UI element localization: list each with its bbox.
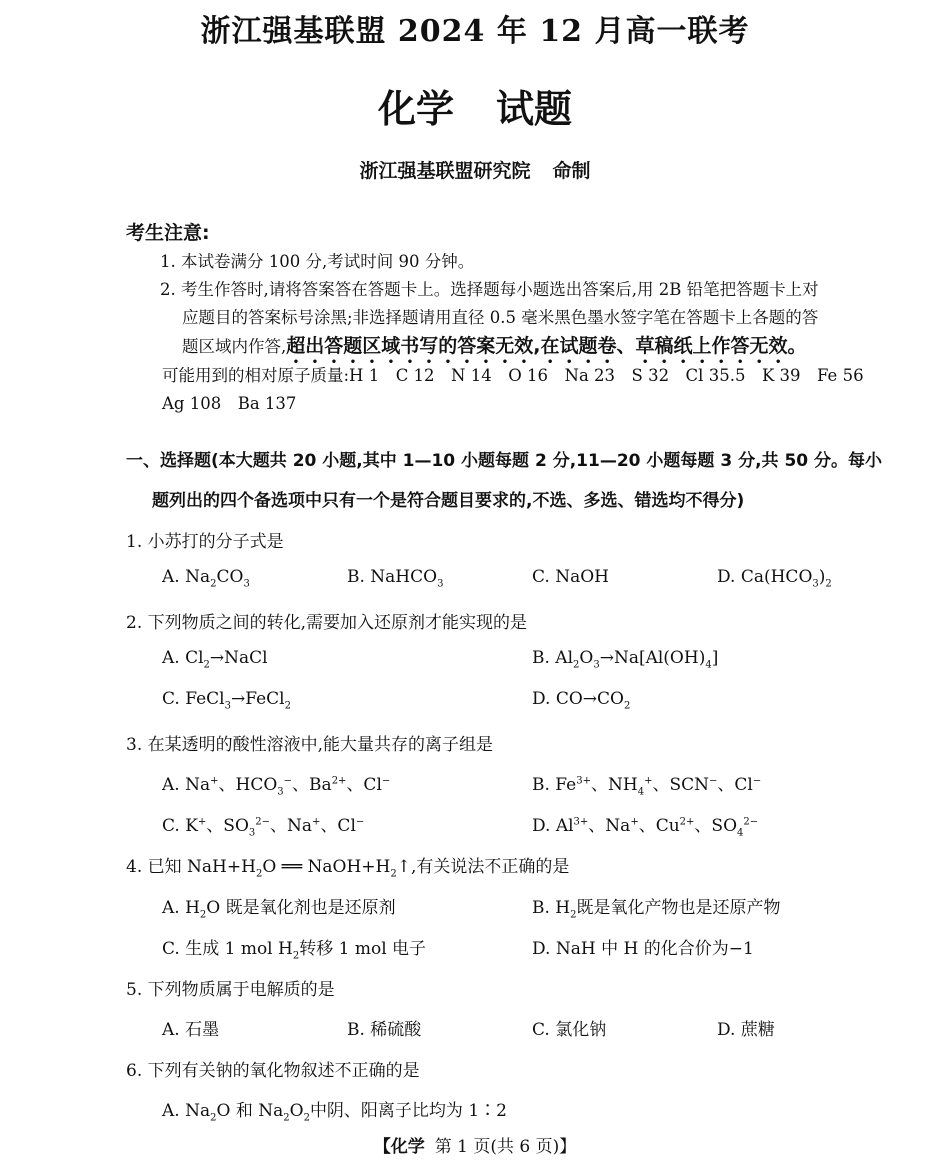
question-2-option-c: C. FeCl$_3$→FeCl$_2$ <box>162 689 291 712</box>
footer-page: 第 1 页(共 6 页)】 <box>434 1137 577 1157</box>
atomic-mass-line-2: Ag 108 Ba 137 <box>162 394 297 413</box>
question-1-option-b: B. NaHCO$_3$ <box>347 567 444 590</box>
question-3-option-b: B. $Fe^{3+}$、$NH_4^+$、SCN−、Cl− <box>532 775 762 798</box>
notice-heading: 考生注意: <box>126 222 210 244</box>
question-3-option-c: C. K+、$SO_3^{2-}$、Na+、Cl− <box>162 816 365 839</box>
notice-item-2-line-1: 2. 考生作答时,请将答案答在答题卡上。选择题每小题选出答案后,用 2B 铅笔把答题卡上对 <box>160 280 819 299</box>
question-5-option-b: B. 稀硫酸 <box>347 1020 422 1040</box>
maker-org: 浙江强基联盟研究院 <box>359 160 531 182</box>
question-4-option-b: B. $H_2$既是氧化产物也是还原产物 <box>532 898 781 921</box>
question-4-option-d: D. NaH 中 H 的化合价为−1 <box>532 939 754 959</box>
maker-suffix: 命制 <box>552 160 591 182</box>
question-1-option-c: C. NaOH <box>532 567 609 587</box>
question-3-stem: 3. 在某透明的酸性溶液中,能大量共存的离子组是 <box>126 735 494 755</box>
notice-item-2-prefix: 题区域内作答, <box>182 337 287 356</box>
notice-emphasis: 超出答题区域书写的答案无效,在试题卷、草稿纸上作答无效。 <box>286 335 807 357</box>
notice-item-2-line-2: 应题目的答案标号涂黑;非选择题请用直径 0.5 毫米黑色墨水签字笔在答题卡上各题的答 <box>182 308 819 327</box>
question-6-option-a: A. $Na_2O$ 和 $Na_2O_2$中阴、阳离子比均为 1∶2 <box>162 1101 507 1124</box>
footer-subject: 【化学 <box>373 1137 425 1157</box>
section-heading-line-1: 一、选择题(本大题共 20 小题,其中 1—10 小题每题 2 分,11—20 小题每题 3 分,共 50 分。每小 <box>126 451 883 471</box>
question-5-option-c: C. 氯化钠 <box>532 1020 607 1040</box>
question-2-stem: 2. 下列物质之间的转化,需要加入还原剂才能实现的是 <box>126 613 528 633</box>
question-3-option-d: D. $Al^{3+}$、Na+、$Cu^{2+}$、$SO_4^{2-}$ <box>532 816 759 839</box>
atomic-mass-line-1: 可能用到的相对原子质量:H 1 C 12 N 14 O 16 Na 23 S 32 Cl 35.5 K 39 Fe 56 <box>162 366 864 385</box>
page-footer <box>0 1132 950 1157</box>
question-2-option-a: A. $Cl_2\to NaCl$ <box>162 648 268 671</box>
exam-title: 浙江强基联盟 2024 年 12 月高一联考 <box>200 14 750 49</box>
notice-item-1: 1. 本试卷满分 100 分,考试时间 90 分钟。 <box>160 252 475 271</box>
question-2-option-d: D. $CO\to CO_2$ <box>532 689 631 712</box>
question-4-stem: 4. 已知 $NaH+H_2O$ ══ $NaOH+H_2↑$,有关说法不正确的是 <box>126 857 570 880</box>
question-1-stem: 1. 小苏打的分子式是 <box>126 532 284 552</box>
subject-suffix: 试题 <box>496 86 573 131</box>
question-5-option-d: D. 蔗糖 <box>717 1020 775 1040</box>
question-1-option-a: A. $Na_2CO_3$ <box>162 567 250 590</box>
question-5-option-a: A. 石墨 <box>162 1020 220 1040</box>
question-1-option-d: D. $Ca(HCO_3)_2$ <box>717 567 832 590</box>
question-4-option-a: A. $H_2O$ 既是氧化剂也是还原剂 <box>162 898 396 921</box>
subject-title <box>0 78 950 133</box>
section-heading-line-2: 题列出的四个备选项中只有一个是符合题目要求的,不选、多选、错选均不得分) <box>152 491 745 511</box>
question-4-option-c: C. 生成 1 mol $H_2$转移 1 mol 电子 <box>162 939 427 962</box>
question-2-option-b: B. $Al_2O_3\to Na[Al(OH)_4]$ <box>532 648 719 671</box>
maker-line <box>0 156 950 183</box>
question-3-option-a: A. Na+、$HCO_3^-$、$Ba^{2+}$、Cl− <box>162 775 391 798</box>
question-6-stem: 6. 下列有关钠的氧化物叙述不正确的是 <box>126 1061 420 1081</box>
subject-name: 化学 <box>377 86 454 131</box>
question-5-stem: 5. 下列物质属于电解质的是 <box>126 980 335 1000</box>
